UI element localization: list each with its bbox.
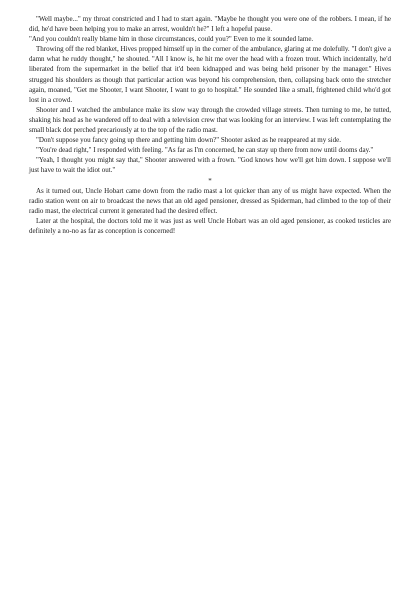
- paragraph-5: "Don't suppose you fancy going up there and getting him down?" Shooter asked as he reappeared at my side.: [36, 136, 341, 145]
- paragraph-8: As it turned out, Uncle Hobart came down from the radio mast a lot quicker than any of us might have expected. When the radio station went on air to broadcast the news that an old aged pensioner, dressed as Spiderman, had climbed to the top of their radio mast, the electrical current it generated had the desired effect.: [29, 186, 391, 215]
- document-page: [29, 14, 391, 236]
- paragraph-9: Later at the hospital, the doctors told me it was just as well Uncle Hobart was an old aged pensioner, as cooked testicles are definitely a no-no as far as conception is concerned!: [29, 216, 391, 235]
- paragraph-2: "And you couldn't really blame him in those circumstances, could you?" Even to me it sounded lame.: [29, 35, 314, 44]
- paragraph-4: Shooter and I watched the ambulance make its slow way through the crowded village streets. Then turning to me, he tutted, shaking his head as he wandered off to deal with a television crew that was looking for an interview. I was left contemplating the small black dot perched precariously at to the top of the radio mast.: [29, 105, 391, 135]
- paragraph-1: "Well maybe..." my throat constricted and I had to start again. "Maybe he thought you were one of the robbers. I mean, if he did, he'd have been helping you to make an arrest, wouldn't he?" I left a hopeful pause.: [29, 15, 391, 34]
- scene-break: *: [208, 176, 212, 185]
- paragraph-3: Throwing off the red blanket, Hives propped himself up in the corner of the ambulance, glaring at me dolefully. "I don't give a damn what he ruddy thought," he shouted. "All I know is, he hit me over the head with a frozen trout. Which incidentally, he'd liberated from the supermarket in the belief that it'd been kidnapped and was being held prisoner by the manager." Hives strugged his shoulders as though that particular action was beyond his comprehension, then, collapsing back onto the stretcher again, moaned, "Get me Shooter, I want Shooter, I want to go to hospital." He sounded like a small, frightened child who'd got lost in a crowd.: [29, 45, 391, 104]
- paragraph-6: "You're dead right," I responded with feeling. "As far as I'm concerned, he can stay up there from now until dooms day.": [36, 146, 374, 155]
- paragraph-7: "Yeah, I thought you might say that," Shooter answered with a frown. "God knows how we'll get him down. I suppose we'll just have to wait the idiot out.": [29, 156, 391, 175]
